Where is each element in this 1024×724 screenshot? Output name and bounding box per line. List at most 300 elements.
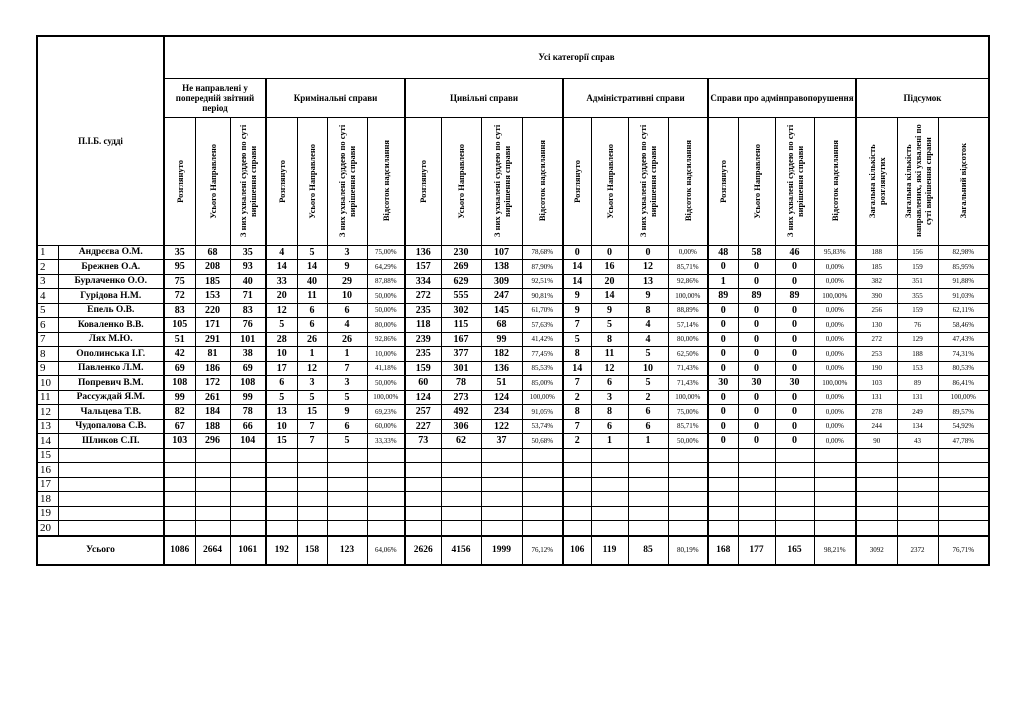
- value-cell: [563, 492, 591, 507]
- judge-name: Андрєєва О.М.: [58, 245, 164, 260]
- value-cell: 7: [563, 419, 591, 434]
- value-cell: 9: [563, 289, 591, 304]
- table-row: [37, 419, 989, 434]
- row-number: 5: [37, 303, 58, 318]
- column-header-label: З них ухвалені суддею по суті вирішення справи: [784, 124, 805, 238]
- value-cell: 0,00%: [814, 318, 856, 333]
- value-cell: 1: [708, 274, 738, 289]
- column-header: [814, 117, 856, 245]
- value-cell: 124: [405, 390, 441, 405]
- value-cell: 80,53%: [938, 361, 989, 376]
- value-cell: 3: [327, 376, 367, 391]
- value-cell: 5: [591, 318, 628, 333]
- value-cell: 38: [230, 347, 266, 362]
- value-cell: 5: [628, 376, 668, 391]
- value-cell: 37: [481, 434, 522, 449]
- value-cell: 0: [775, 361, 814, 376]
- judge-name: Коваленко В.В.: [58, 318, 164, 333]
- value-cell: 1: [327, 347, 367, 362]
- value-cell: [563, 506, 591, 521]
- value-cell: 0: [708, 361, 738, 376]
- value-cell: 6: [266, 376, 297, 391]
- column-header: [230, 117, 266, 245]
- value-cell: 71,43%: [668, 361, 708, 376]
- value-cell: 10: [628, 361, 668, 376]
- total-value-cell: 2626: [405, 536, 441, 565]
- total-value-cell: 2664: [195, 536, 230, 565]
- value-cell: 50,68%: [522, 434, 563, 449]
- value-cell: 171: [195, 318, 230, 333]
- value-cell: 6: [628, 419, 668, 434]
- value-cell: 100,00%: [814, 289, 856, 304]
- total-value-cell: 1061: [230, 536, 266, 565]
- column-header-label: Відсоток надсилання: [537, 140, 548, 222]
- value-cell: [481, 492, 522, 507]
- value-cell: 7: [563, 318, 591, 333]
- value-cell: [367, 492, 405, 507]
- column-header: [668, 117, 708, 245]
- value-cell: 188: [897, 347, 938, 362]
- column-header: [481, 117, 522, 245]
- value-cell: [738, 463, 775, 478]
- value-cell: [775, 477, 814, 492]
- value-cell: [668, 477, 708, 492]
- value-cell: [297, 448, 327, 463]
- value-cell: [738, 492, 775, 507]
- value-cell: [628, 492, 668, 507]
- value-cell: 91,05%: [522, 405, 563, 420]
- total-row: [37, 536, 989, 565]
- value-cell: [591, 477, 628, 492]
- value-cell: 153: [195, 289, 230, 304]
- value-cell: 1: [591, 434, 628, 449]
- value-cell: [266, 506, 297, 521]
- value-cell: [591, 448, 628, 463]
- value-cell: [628, 448, 668, 463]
- value-cell: 351: [897, 274, 938, 289]
- value-cell: [775, 506, 814, 521]
- total-value-cell: 192: [266, 536, 297, 565]
- value-cell: 9: [327, 405, 367, 420]
- value-cell: 291: [195, 332, 230, 347]
- value-cell: [327, 506, 367, 521]
- value-cell: 87,88%: [367, 274, 405, 289]
- row-number: 8: [37, 347, 58, 362]
- value-cell: [266, 521, 297, 536]
- value-cell: [481, 521, 522, 536]
- value-cell: [591, 521, 628, 536]
- total-value-cell: 165: [775, 536, 814, 565]
- value-cell: 71,43%: [668, 376, 708, 391]
- value-cell: 100,00%: [668, 289, 708, 304]
- value-cell: [897, 521, 938, 536]
- value-cell: 261: [195, 390, 230, 405]
- value-cell: 159: [897, 260, 938, 275]
- total-value-cell: 1086: [164, 536, 195, 565]
- value-cell: [856, 448, 897, 463]
- value-cell: 124: [481, 390, 522, 405]
- column-header-label: Усього Направлено: [307, 143, 317, 219]
- value-cell: 6: [591, 376, 628, 391]
- column-header-label: Відсоток надсилання: [380, 140, 391, 222]
- value-cell: 50,00%: [367, 376, 405, 391]
- value-cell: 9: [563, 303, 591, 318]
- value-cell: 0: [708, 347, 738, 362]
- table-row: [37, 390, 989, 405]
- row-number: 9: [37, 361, 58, 376]
- value-cell: [814, 521, 856, 536]
- judge-name-header: П.І.Б. судді: [37, 36, 164, 245]
- value-cell: [481, 506, 522, 521]
- value-cell: 74,31%: [938, 347, 989, 362]
- value-cell: 33: [266, 274, 297, 289]
- table-row: [37, 332, 989, 347]
- value-cell: 227: [405, 419, 441, 434]
- value-cell: [856, 477, 897, 492]
- total-value-cell: 1999: [481, 536, 522, 565]
- value-cell: [708, 463, 738, 478]
- value-cell: 108: [230, 376, 266, 391]
- value-cell: 47,78%: [938, 434, 989, 449]
- column-header-label: Розглянуто: [276, 159, 287, 203]
- value-cell: [856, 506, 897, 521]
- value-cell: 136: [481, 361, 522, 376]
- value-cell: 0,00%: [814, 260, 856, 275]
- value-cell: 100,00%: [938, 390, 989, 405]
- value-cell: 5: [628, 347, 668, 362]
- value-cell: 302: [441, 303, 481, 318]
- judge-name: [58, 463, 164, 478]
- value-cell: 95,83%: [814, 245, 856, 260]
- judge-name: Чальцева Т.В.: [58, 405, 164, 420]
- value-cell: 88,89%: [668, 303, 708, 318]
- value-cell: [668, 448, 708, 463]
- total-value-cell: 177: [738, 536, 775, 565]
- group-header-civil: Цивільні справи: [405, 78, 563, 117]
- column-header: [938, 117, 989, 245]
- table-row: [37, 463, 989, 478]
- value-cell: 7: [297, 434, 327, 449]
- judge-name: [58, 477, 164, 492]
- value-cell: 48: [708, 245, 738, 260]
- value-cell: 14: [297, 260, 327, 275]
- value-cell: [775, 463, 814, 478]
- value-cell: [230, 492, 266, 507]
- value-cell: [668, 521, 708, 536]
- value-cell: 184: [195, 405, 230, 420]
- value-cell: [164, 521, 195, 536]
- value-cell: 5: [327, 390, 367, 405]
- row-number: 20: [37, 521, 58, 536]
- value-cell: [441, 448, 481, 463]
- value-cell: 136: [405, 245, 441, 260]
- value-cell: [738, 506, 775, 521]
- value-cell: 172: [195, 376, 230, 391]
- value-cell: [522, 492, 563, 507]
- column-header: [164, 117, 195, 245]
- value-cell: 0: [775, 390, 814, 405]
- value-cell: 66: [230, 419, 266, 434]
- value-cell: [522, 521, 563, 536]
- value-cell: [897, 506, 938, 521]
- column-header-label: Усього Направлено: [604, 143, 615, 219]
- value-cell: 69: [164, 361, 195, 376]
- judge-name: Гурідова Н.М.: [58, 289, 164, 304]
- value-cell: [628, 477, 668, 492]
- value-cell: 85,53%: [522, 361, 563, 376]
- value-cell: [738, 477, 775, 492]
- row-number: 18: [37, 492, 58, 507]
- value-cell: 99: [230, 390, 266, 405]
- judge-name: [58, 448, 164, 463]
- column-header: [405, 117, 441, 245]
- value-cell: [814, 506, 856, 521]
- value-cell: 7: [327, 361, 367, 376]
- value-cell: [297, 506, 327, 521]
- value-cell: [856, 521, 897, 536]
- column-header: [708, 117, 738, 245]
- total-value-cell: 64,06%: [367, 536, 405, 565]
- value-cell: 0: [708, 434, 738, 449]
- value-cell: 68: [481, 318, 522, 333]
- row-number: 12: [37, 405, 58, 420]
- value-cell: 99: [164, 390, 195, 405]
- value-cell: 80,00%: [668, 332, 708, 347]
- judge-name: Епель О.В.: [58, 303, 164, 318]
- value-cell: 0: [738, 434, 775, 449]
- value-cell: [668, 492, 708, 507]
- value-cell: 30: [708, 376, 738, 391]
- column-header-label: Загальна кількість направлених, які ухвалені по суті вирішення справи: [902, 124, 933, 238]
- value-cell: 3: [297, 376, 327, 391]
- value-cell: 0: [738, 260, 775, 275]
- value-cell: 257: [405, 405, 441, 420]
- value-cell: 269: [441, 260, 481, 275]
- value-cell: 50,00%: [367, 303, 405, 318]
- value-cell: [266, 477, 297, 492]
- value-cell: 57,14%: [668, 318, 708, 333]
- value-cell: 35: [164, 245, 195, 260]
- value-cell: 130: [856, 318, 897, 333]
- value-cell: 8: [628, 303, 668, 318]
- value-cell: 159: [405, 361, 441, 376]
- value-cell: [522, 506, 563, 521]
- value-cell: [230, 463, 266, 478]
- value-cell: [327, 521, 367, 536]
- value-cell: 83: [164, 303, 195, 318]
- value-cell: 41,18%: [367, 361, 405, 376]
- column-header: [563, 117, 591, 245]
- value-cell: [938, 448, 989, 463]
- value-cell: 103: [164, 434, 195, 449]
- value-cell: 62: [441, 434, 481, 449]
- value-cell: 0: [738, 347, 775, 362]
- table-row: [37, 303, 989, 318]
- total-value-cell: 76,12%: [522, 536, 563, 565]
- value-cell: [668, 463, 708, 478]
- value-cell: 2: [628, 390, 668, 405]
- value-cell: 81: [195, 347, 230, 362]
- value-cell: 28: [266, 332, 297, 347]
- value-cell: 0: [738, 318, 775, 333]
- value-cell: 2: [563, 390, 591, 405]
- value-cell: 72: [164, 289, 195, 304]
- value-cell: 14: [591, 289, 628, 304]
- value-cell: [775, 492, 814, 507]
- value-cell: 99: [481, 332, 522, 347]
- value-cell: [856, 463, 897, 478]
- value-cell: 30: [775, 376, 814, 391]
- value-cell: 80,00%: [367, 318, 405, 333]
- value-cell: 33,33%: [367, 434, 405, 449]
- value-cell: 159: [897, 303, 938, 318]
- column-header: [441, 117, 481, 245]
- value-cell: 26: [327, 332, 367, 347]
- value-cell: 182: [481, 347, 522, 362]
- value-cell: [563, 448, 591, 463]
- value-cell: 12: [628, 260, 668, 275]
- row-number: 6: [37, 318, 58, 333]
- value-cell: 41,42%: [522, 332, 563, 347]
- column-header: [856, 117, 897, 245]
- value-cell: 78,68%: [522, 245, 563, 260]
- value-cell: 57,63%: [522, 318, 563, 333]
- value-cell: 58,46%: [938, 318, 989, 333]
- value-cell: [441, 521, 481, 536]
- column-header: [522, 117, 563, 245]
- value-cell: 20: [266, 289, 297, 304]
- value-cell: 131: [856, 390, 897, 405]
- column-header-label: Розглянуто: [174, 159, 185, 203]
- value-cell: 8: [591, 332, 628, 347]
- row-number: 2: [37, 260, 58, 275]
- value-cell: 82,98%: [938, 245, 989, 260]
- value-cell: 77,45%: [522, 347, 563, 362]
- value-cell: 118: [405, 318, 441, 333]
- value-cell: [628, 506, 668, 521]
- total-value-cell: 123: [327, 536, 367, 565]
- value-cell: [563, 477, 591, 492]
- value-cell: 93: [230, 260, 266, 275]
- value-cell: [327, 477, 367, 492]
- column-header-label: Усього Направлено: [207, 143, 218, 219]
- value-cell: 9: [327, 260, 367, 275]
- value-cell: 92,86%: [367, 332, 405, 347]
- value-cell: [164, 492, 195, 507]
- value-cell: 10: [327, 289, 367, 304]
- value-cell: 12: [297, 361, 327, 376]
- row-number: 3: [37, 274, 58, 289]
- value-cell: 82: [164, 405, 195, 420]
- column-header: [297, 117, 327, 245]
- table-row: [37, 289, 989, 304]
- value-cell: [668, 506, 708, 521]
- value-cell: 103: [856, 376, 897, 391]
- value-cell: [775, 521, 814, 536]
- value-cell: 6: [297, 318, 327, 333]
- value-cell: 0: [738, 303, 775, 318]
- value-cell: 153: [897, 361, 938, 376]
- value-cell: 69: [230, 361, 266, 376]
- value-cell: [563, 463, 591, 478]
- total-value-cell: 85: [628, 536, 668, 565]
- value-cell: [195, 463, 230, 478]
- row-number: 11: [37, 390, 58, 405]
- value-cell: [522, 477, 563, 492]
- value-cell: 75: [164, 274, 195, 289]
- value-cell: [164, 477, 195, 492]
- judges-statistics-table: [36, 35, 990, 566]
- value-cell: 0: [738, 361, 775, 376]
- value-cell: [938, 521, 989, 536]
- value-cell: [266, 492, 297, 507]
- value-cell: 234: [481, 405, 522, 420]
- value-cell: [481, 463, 522, 478]
- value-cell: 4: [266, 245, 297, 260]
- value-cell: 0,00%: [814, 361, 856, 376]
- value-cell: [405, 506, 441, 521]
- column-header-label: Розглянуто: [572, 159, 583, 203]
- value-cell: 145: [481, 303, 522, 318]
- value-cell: 60,00%: [367, 419, 405, 434]
- value-cell: 272: [405, 289, 441, 304]
- table-row: [37, 274, 989, 289]
- value-cell: 46: [775, 245, 814, 260]
- value-cell: 3: [591, 390, 628, 405]
- row-number: 17: [37, 477, 58, 492]
- value-cell: [405, 521, 441, 536]
- value-cell: 134: [897, 419, 938, 434]
- value-cell: 244: [856, 419, 897, 434]
- value-cell: 78: [441, 376, 481, 391]
- value-cell: 51: [164, 332, 195, 347]
- judge-name: Бурлаченко О.О.: [58, 274, 164, 289]
- value-cell: 0,00%: [814, 419, 856, 434]
- total-value-cell: 106: [563, 536, 591, 565]
- column-header-label: Усього Направлено: [751, 143, 762, 219]
- table-row: [37, 245, 989, 260]
- value-cell: 239: [405, 332, 441, 347]
- column-header: [628, 117, 668, 245]
- value-cell: [230, 506, 266, 521]
- value-cell: 492: [441, 405, 481, 420]
- value-cell: 89: [897, 376, 938, 391]
- value-cell: 355: [897, 289, 938, 304]
- value-cell: 108: [164, 376, 195, 391]
- value-cell: [738, 448, 775, 463]
- value-cell: [708, 506, 738, 521]
- group-header-criminal: Кримінальні справи: [266, 78, 405, 117]
- value-cell: [591, 506, 628, 521]
- value-cell: 13: [628, 274, 668, 289]
- row-number: 7: [37, 332, 58, 347]
- value-cell: 11: [297, 289, 327, 304]
- value-cell: 2: [563, 434, 591, 449]
- value-cell: 156: [897, 245, 938, 260]
- value-cell: [897, 448, 938, 463]
- value-cell: 0: [738, 405, 775, 420]
- value-cell: 76: [897, 318, 938, 333]
- value-cell: 85,71%: [668, 260, 708, 275]
- value-cell: [628, 521, 668, 536]
- value-cell: [297, 463, 327, 478]
- value-cell: [367, 521, 405, 536]
- value-cell: 1: [297, 347, 327, 362]
- judge-name: Павленко Л.М.: [58, 361, 164, 376]
- value-cell: 6: [591, 419, 628, 434]
- value-cell: [195, 492, 230, 507]
- column-header-label: З них ухвалені суддею по суті вирішення справи: [491, 124, 512, 238]
